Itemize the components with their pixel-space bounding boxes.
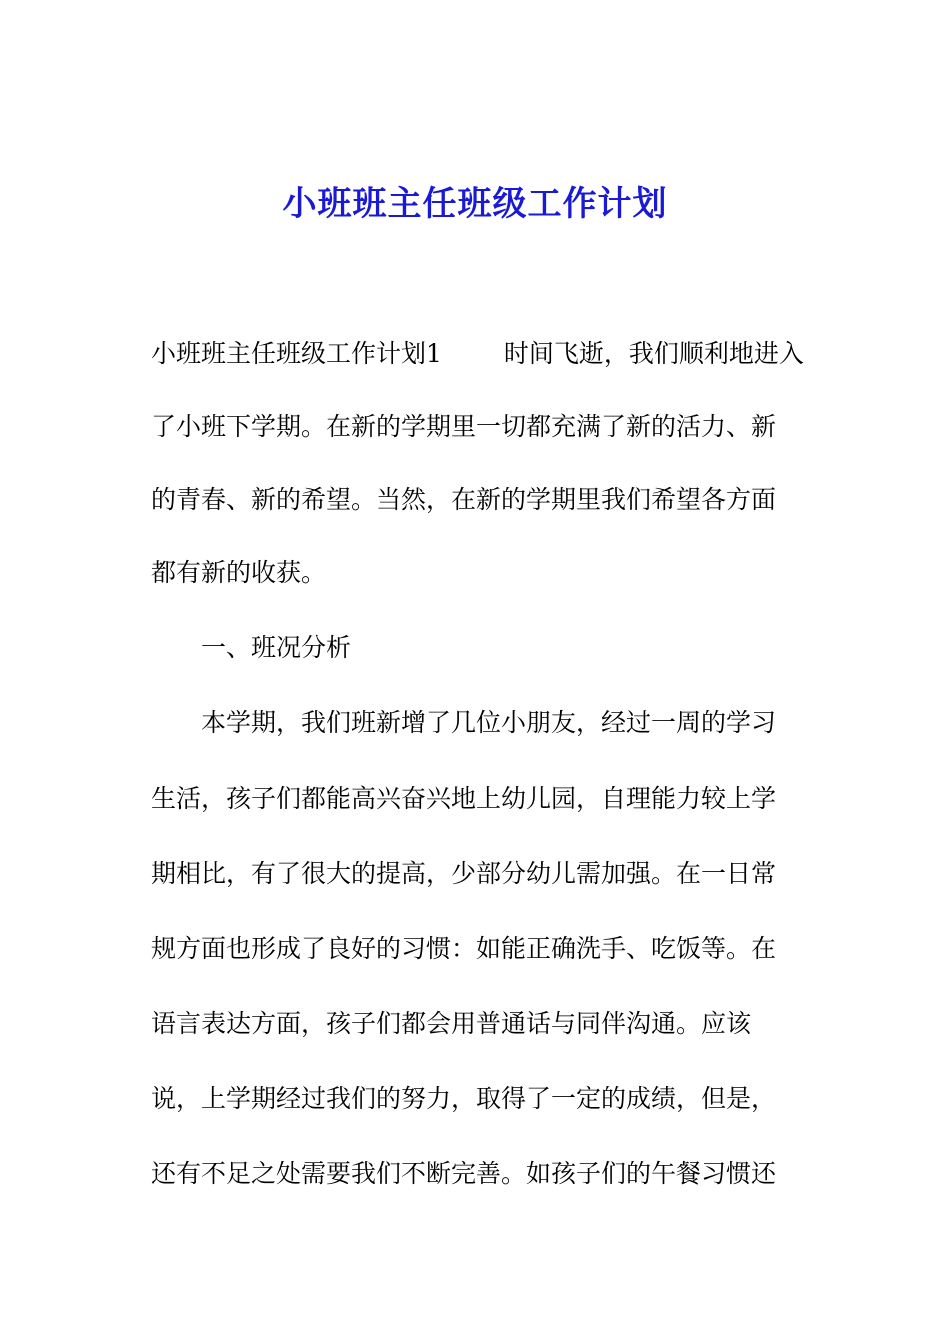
paragraph-line-1 xyxy=(151,337,811,371)
document-title: 小班班主任班级工作计划 xyxy=(282,184,668,224)
paragraph-line-2: 了小班下学期。在新的学期里一切都充满了新的活力、新 xyxy=(151,412,777,441)
section-heading-class-analysis: 一、班况分析 xyxy=(201,633,352,662)
paragraph-line-11: 说，上学期经过我们的努力，取得了一定的成绩，但是， xyxy=(151,1084,777,1113)
paragraph-line-3: 的青春、新的希望。当然，在新的学期里我们希望各方面 xyxy=(151,485,777,514)
paragraph-line-12: 还有不足之处需要我们不断完善。如孩子们的午餐习惯还 xyxy=(151,1159,777,1188)
paragraph-line-10: 语言表达方面，孩子们都会用普通话与同伴沟通。应该 xyxy=(151,1009,752,1038)
paragraph-line-7: 生活，孩子们都能高兴奋兴地上幼儿园，自理能力较上学 xyxy=(151,784,777,813)
paragraph-line-4: 都有新的收获。 xyxy=(151,558,327,587)
paragraph-line-6: 本学期，我们班新增了几位小朋友，经过一周的学习 xyxy=(201,708,777,737)
line-text: 时间飞逝，我们顺利地进入 xyxy=(503,339,804,368)
paragraph-line-8: 期相比，有了很大的提高，少部分幼儿需加强。在一日常 xyxy=(151,859,777,888)
paragraph-line-9: 规方面也形成了良好的习惯：如能正确洗手、吃饭等。在 xyxy=(151,934,777,963)
section-heading-label: 小班班主任班级工作计划1 xyxy=(151,339,442,368)
